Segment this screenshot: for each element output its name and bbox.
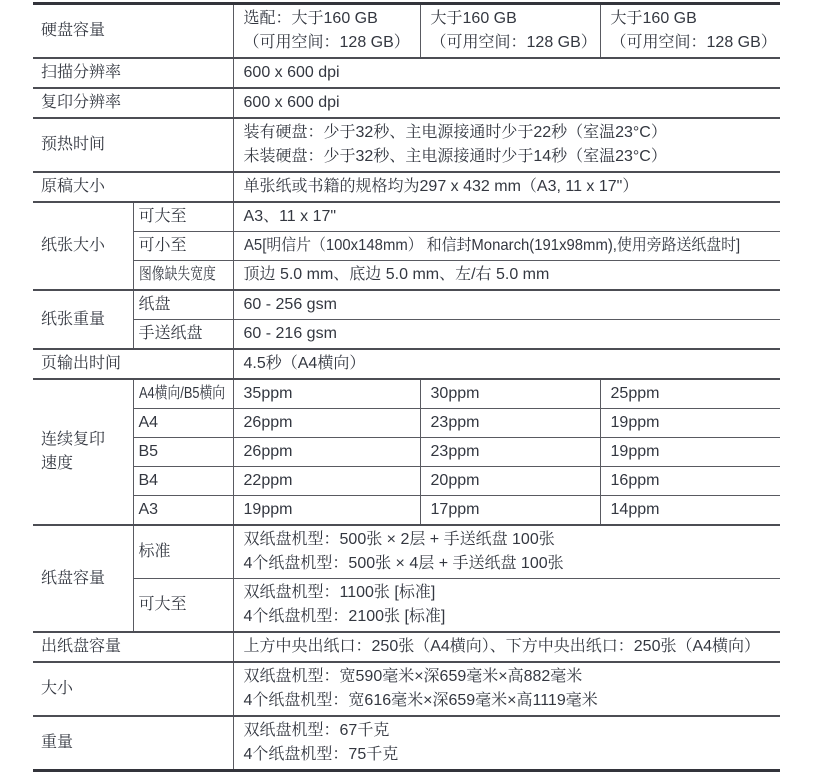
spec-value: 顶边 5.0 mm、底边 5.0 mm、左/右 5.0 mm <box>233 261 780 291</box>
spec-value: 30ppm <box>420 379 600 409</box>
table-row <box>33 118 780 172</box>
spec-value: 双纸盘机型：1100张 [标准] 4个纸盘机型：2100张 [标准] <box>233 579 780 633</box>
row-label-scan-resolution: 扫描分辨率 <box>33 58 233 88</box>
table-row <box>33 172 780 202</box>
sublabel-standard: 标准 <box>133 525 233 579</box>
spec-table <box>33 2 780 772</box>
row-label-weight: 重量 <box>33 716 233 771</box>
spec-value: 选配：大于160 GB （可用空间：128 GB） <box>233 4 420 59</box>
spec-value: 600 x 600 dpi <box>233 88 780 118</box>
spec-value: 4.5秒（A4横向） <box>233 349 780 379</box>
spec-value: 20ppm <box>420 467 600 496</box>
spec-value: 大于160 GB （可用空间：128 GB） <box>420 4 600 59</box>
row-label-first-page-out: 页输出时间 <box>33 349 233 379</box>
spec-value: A3、11 x 17" <box>233 202 780 232</box>
row-label-copy-resolution: 复印分辨率 <box>33 88 233 118</box>
table-row <box>33 438 780 467</box>
row-label-dimensions: 大小 <box>33 662 233 716</box>
spec-value: 17ppm <box>420 496 600 526</box>
row-label-tray-capacity: 纸盘容量 <box>33 525 133 632</box>
spec-value: 23ppm <box>420 409 600 438</box>
table-row <box>33 88 780 118</box>
spec-table-body <box>33 4 780 771</box>
row-label-paper-weight: 纸张重量 <box>33 290 133 349</box>
table-row <box>33 261 780 291</box>
table-row <box>33 320 780 350</box>
spec-value: 25ppm <box>600 379 780 409</box>
table-row <box>33 379 780 409</box>
spec-value: 600 x 600 dpi <box>233 58 780 88</box>
row-label-original-size: 原稿大小 <box>33 172 233 202</box>
table-row <box>33 579 780 633</box>
sublabel-image-loss-width: 图像缺失宽度 <box>133 261 233 291</box>
table-row <box>33 4 780 59</box>
sublabel-a4-b5-landscape: A4横向/B5横向 <box>133 379 233 409</box>
row-label-paper-size: 纸张大小 <box>33 202 133 290</box>
spec-value: 装有硬盘：少于32秒、主电源接通时少于22秒（室温23°C） 未装硬盘：少于32秒、主电源接通时少于14秒（室温23°C） <box>233 118 780 172</box>
row-label-hard-disk: 硬盘容量 <box>33 4 233 59</box>
table-row <box>33 525 780 579</box>
spec-value: 16ppm <box>600 467 780 496</box>
sublabel-max-size: 可大至 <box>133 202 233 232</box>
table-row <box>33 232 780 261</box>
spec-value: 大于160 GB （可用空间：128 GB） <box>600 4 780 59</box>
spec-table-container <box>33 2 780 772</box>
spec-value: 14ppm <box>600 496 780 526</box>
spec-value: 60 - 256 gsm <box>233 290 780 320</box>
sublabel-tray: 纸盘 <box>133 290 233 320</box>
table-row <box>33 290 780 320</box>
spec-value: 双纸盘机型：500张 × 2层 + 手送纸盘 100张 4个纸盘机型：500张 × 4层 + 手送纸盘 100张 <box>233 525 780 579</box>
sublabel-min-size: 可小至 <box>133 232 233 261</box>
spec-value: 19ppm <box>600 438 780 467</box>
row-label-output-tray-capacity: 出纸盘容量 <box>33 632 233 662</box>
sublabel-a4: A4 <box>133 409 233 438</box>
spec-value: 上方中央出纸口：250张（A4横向）、下方中央出纸口：250张（A4横向） <box>233 632 780 662</box>
spec-value: 19ppm <box>233 496 420 526</box>
sublabel-b5: B5 <box>133 438 233 467</box>
spec-value: 60 - 216 gsm <box>233 320 780 350</box>
table-row <box>33 662 780 716</box>
table-row <box>33 716 780 771</box>
table-row <box>33 409 780 438</box>
table-row <box>33 467 780 496</box>
spec-value: 22ppm <box>233 467 420 496</box>
spec-value: 23ppm <box>420 438 600 467</box>
spec-value: 26ppm <box>233 409 420 438</box>
table-row <box>33 349 780 379</box>
sublabel-a3: A3 <box>133 496 233 526</box>
table-row <box>33 496 780 526</box>
table-row <box>33 632 780 662</box>
spec-value: 26ppm <box>233 438 420 467</box>
spec-value: 双纸盘机型：宽590毫米×深659毫米×高882毫米 4个纸盘机型：宽616毫米×深659毫米×高1119毫米 <box>233 662 780 716</box>
spec-value: 双纸盘机型：67千克 4个纸盘机型：75千克 <box>233 716 780 771</box>
sublabel-max-capacity: 可大至 <box>133 579 233 633</box>
sublabel-bypass-tray: 手送纸盘 <box>133 320 233 350</box>
spec-value: 单张纸或书籍的规格均为297 x 432 mm（A3, 11 x 17"） <box>233 172 780 202</box>
spec-value: 19ppm <box>600 409 780 438</box>
spec-value: A5[明信片（100x148mm） 和信封Monarch(191x98mm),使用旁路送纸盘时] <box>233 232 780 261</box>
table-row <box>33 202 780 232</box>
sublabel-b4: B4 <box>133 467 233 496</box>
table-row <box>33 58 780 88</box>
spec-value: 35ppm <box>233 379 420 409</box>
row-label-warmup-time: 预热时间 <box>33 118 233 172</box>
row-label-copy-speed: 连续复印 速度 <box>33 379 133 525</box>
